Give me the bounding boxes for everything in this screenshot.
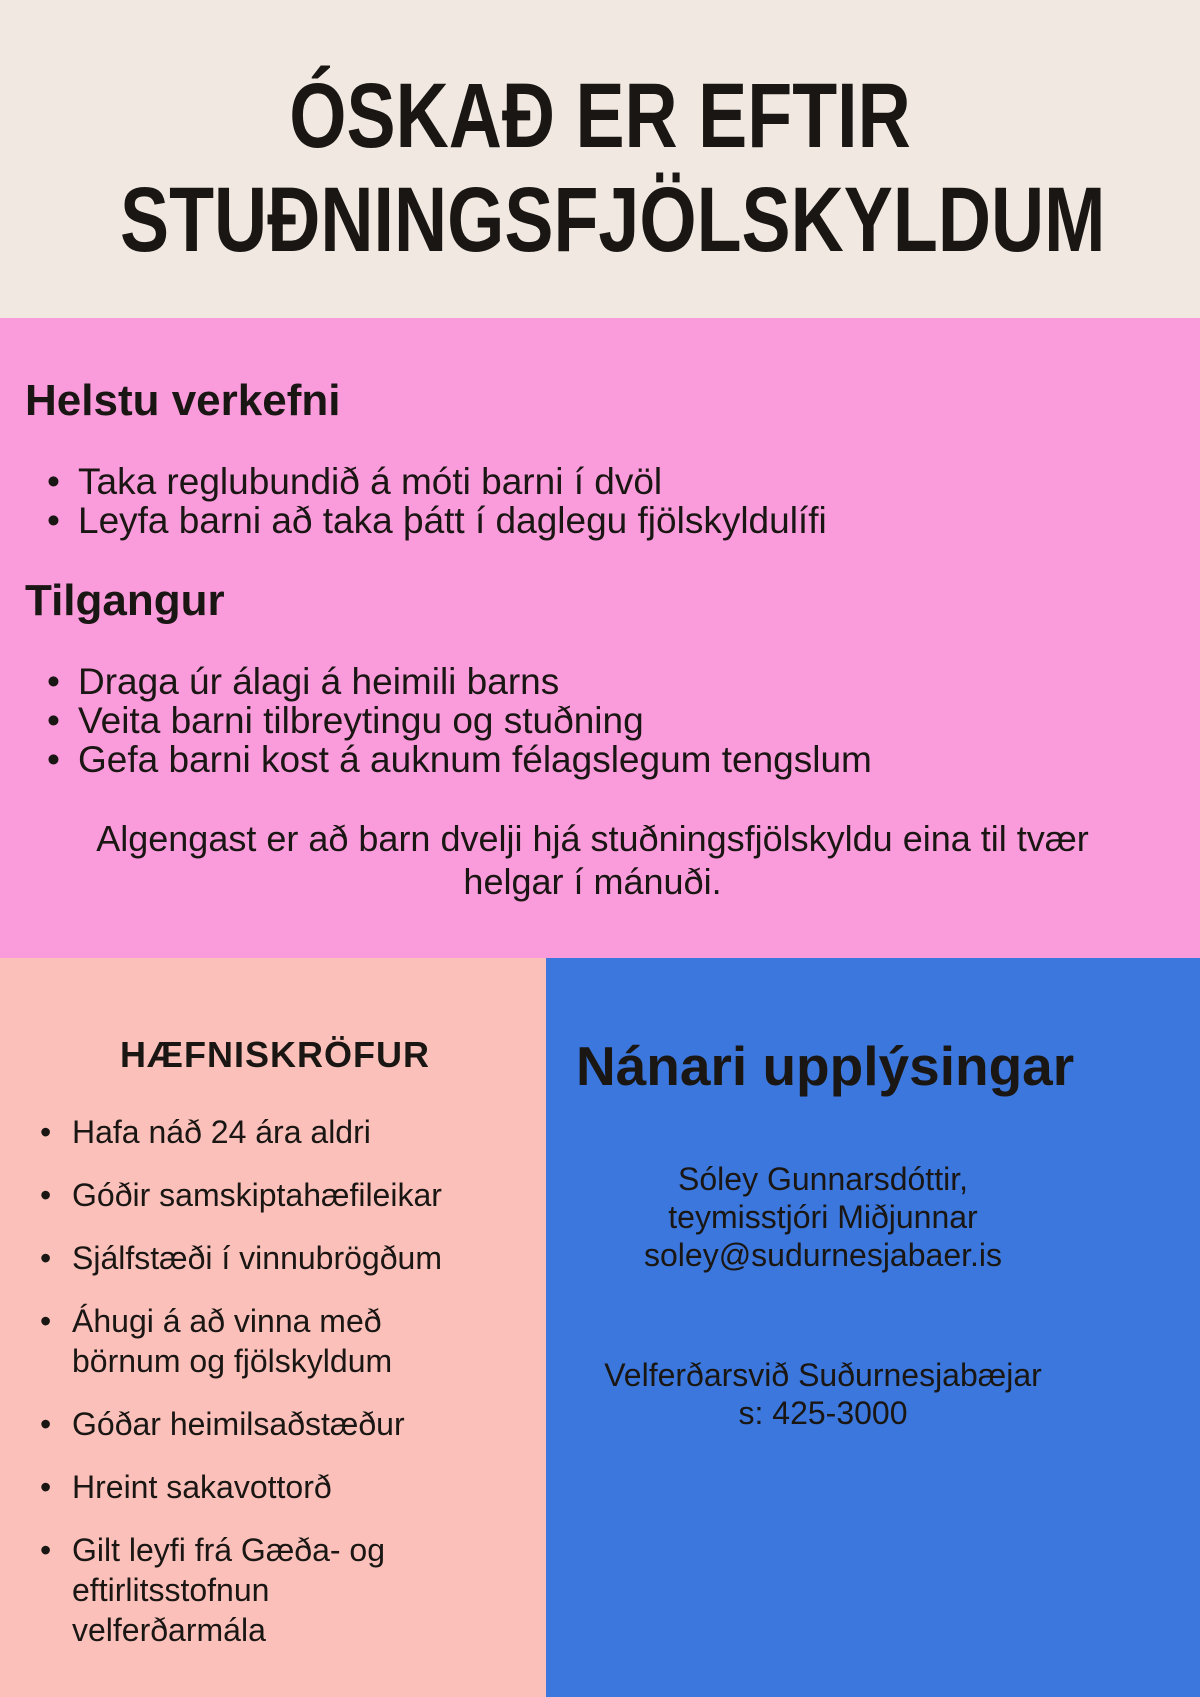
tasks-purpose-section — [0, 318, 1200, 958]
info-heading: Nánari upplýsingar — [576, 1035, 1075, 1097]
list-item: • Gefa barni kost á auknum félagslegum tengslum — [25, 740, 1160, 779]
list-item: • Gilt leyfi frá Gæða- og eftirlitsstofnun velferðarmála — [40, 1530, 437, 1650]
list-item: • Draga úr álagi á heimili barns — [25, 662, 1160, 701]
purpose-heading: Tilgangur — [25, 576, 225, 625]
tasks-heading: Helstu verkefni — [25, 376, 341, 425]
requirements-heading: HÆFNISKRÖFUR — [120, 1034, 430, 1075]
poster-title-line-1: ÓSKAÐ ER EFTIR — [289, 65, 911, 167]
organization-block — [576, 1356, 1070, 1432]
list-item: • Góðir samskiptahæfileikar — [40, 1175, 510, 1215]
info-column — [546, 958, 1200, 1697]
purpose-list — [25, 662, 1160, 779]
poster-title — [120, 64, 1106, 272]
list-item: • Leyfa barni að taka þátt í daglegu fjölskyldulífi — [25, 501, 1160, 540]
list-item: • Taka reglubundið á móti barni í dvöl — [25, 462, 1160, 501]
list-item: • Áhugi á að vinna með börnum og fjölskyldum — [40, 1301, 437, 1381]
contact-role: teymisstjóri Miðjunnar — [668, 1199, 978, 1235]
requirements-column — [0, 958, 546, 1697]
organization-phone: s: 425-3000 — [738, 1395, 908, 1431]
bottom-section — [0, 958, 1200, 1697]
list-item: • Góðar heimilsaðstæður — [40, 1404, 510, 1444]
tasks-list — [25, 462, 1160, 540]
title-section — [0, 0, 1200, 318]
list-item: • Hreint sakavottorð — [40, 1467, 510, 1507]
contact-email: soley@sudurnesjabaer.is — [643, 1237, 1002, 1273]
list-item: • Veita barni tilbreytingu og stuðning — [25, 701, 1160, 740]
requirements-list — [40, 1112, 510, 1650]
list-item: • Hafa náð 24 ára aldri — [40, 1112, 510, 1152]
poster-title-line-2: STUÐNINGSFJÖLSKYLDUM — [120, 169, 1106, 271]
contact-block — [576, 1160, 1070, 1274]
contact-name: Sóley Gunnarsdóttir, — [678, 1161, 968, 1197]
organization-name: Velferðarsvið Suðurnesjabæjar — [604, 1357, 1042, 1393]
list-item: • Sjálfstæði í vinnubrögðum — [40, 1238, 510, 1278]
frequency-note: Algengast er að barn dvelji hjá stuðningsfjölskyldu eina til tvær helgar í mánuði. — [96, 818, 1089, 902]
